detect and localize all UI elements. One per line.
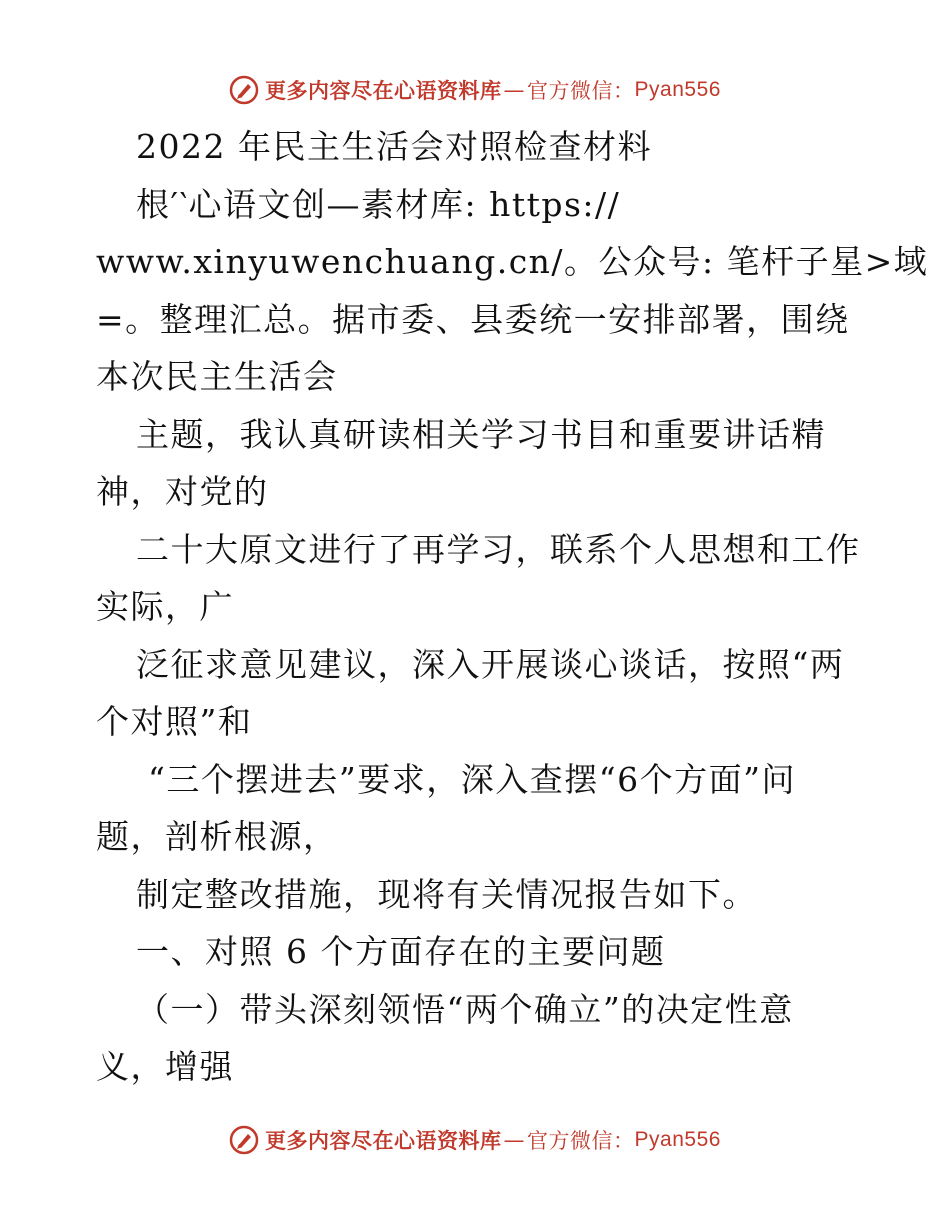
text-line: 个对照”和: [96, 702, 253, 741]
text-line: “三个摆进去”要求，深入查摆“6个方面”问: [148, 759, 796, 799]
text-line: 本次民主生活会: [96, 357, 338, 396]
section-heading: 一、对照 6 个方面存在的主要问题: [136, 932, 666, 971]
text-line: =。整理汇总。据市委、县委统一安排部署，围绕: [96, 299, 850, 339]
text-line: 二十大原文进行了再学习，联系个人思想和工作: [136, 529, 861, 569]
watermark-wechat-id: Pyan556: [634, 78, 721, 101]
document-body: [96, 118, 929, 1096]
text-line: 主题，我认真研读相关学习书目和重要讲话精: [136, 414, 826, 454]
header-watermark: [0, 70, 950, 110]
watermark-brand: 更多内容尽在心语资料库: [265, 1129, 502, 1153]
watermark-wechat-label: 官方微信：: [527, 1129, 635, 1153]
footer-watermark: [0, 1120, 950, 1160]
text-line: 泛征求意见建议，深入开展谈心谈话，按照“两: [136, 644, 845, 684]
watermark-brand: 更多内容尽在心语资料库: [265, 79, 502, 103]
text-line: 神，对党的: [96, 472, 269, 511]
watermark-wechat-label: 官方微信：: [527, 79, 635, 103]
pen-logo-icon: [229, 1125, 259, 1155]
document-title: 2022 年民主生活会对照检查材料: [136, 127, 652, 166]
subsection-heading: （一）带头深刻领悟“两个确立”的决定性意: [136, 989, 794, 1029]
watermark-wechat-id: Pyan556: [634, 1128, 721, 1151]
watermark-separator: —: [503, 78, 526, 102]
text-line: 制定整改措施，现将有关情况报告如下。: [136, 874, 757, 914]
text-line: 义，增强: [96, 1047, 234, 1086]
watermark-separator: —: [503, 1128, 526, 1152]
pen-logo-icon: [229, 75, 259, 105]
text-line: 根′‵心语文创—素材库: https://: [136, 184, 621, 224]
text-line: 实际，广: [96, 587, 234, 626]
text-line: www.xinyuwenchuang.cn/。公众号: 笔杆子星>域: [96, 242, 929, 281]
text-line: 题，剖析根源，: [96, 817, 338, 856]
